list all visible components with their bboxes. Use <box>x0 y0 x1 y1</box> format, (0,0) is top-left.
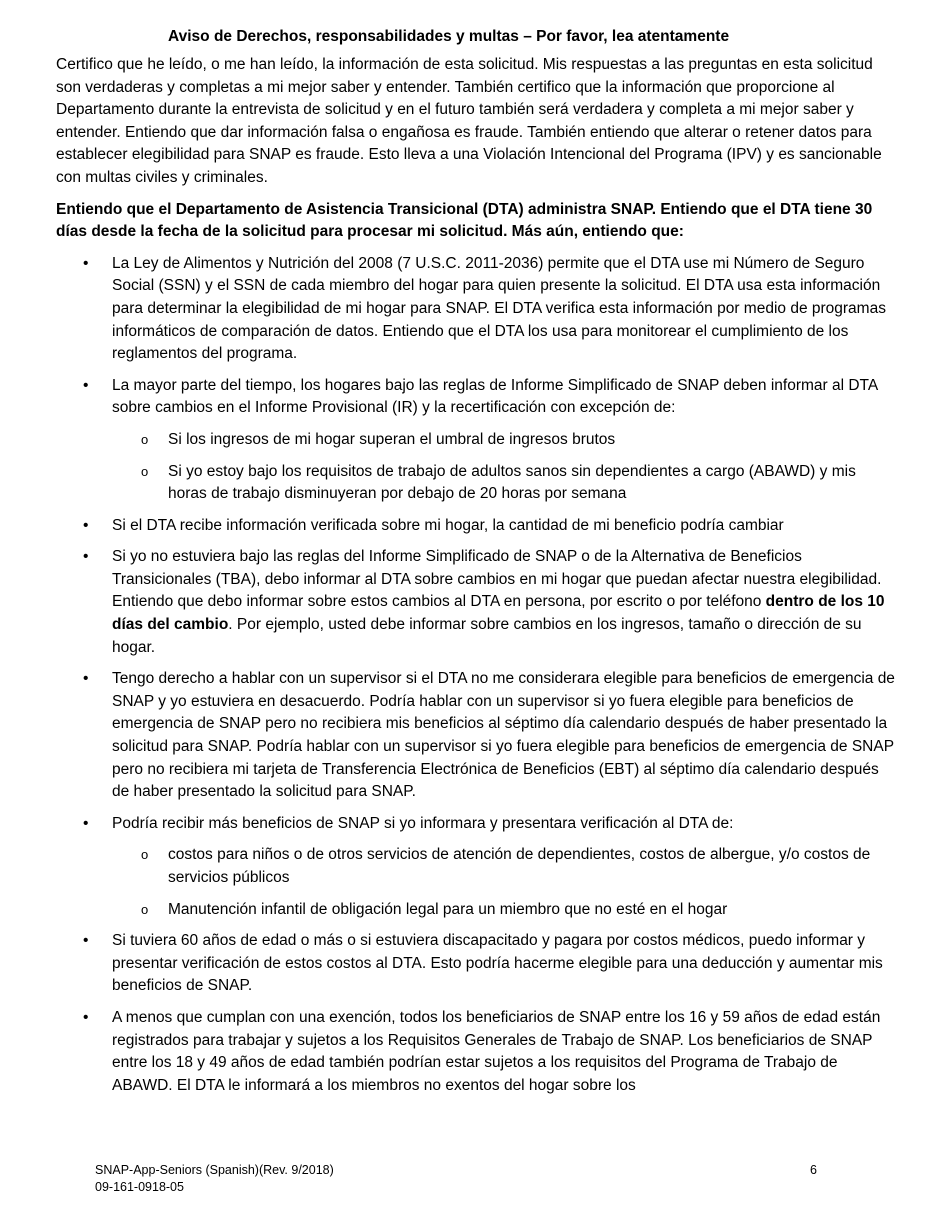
sub-list-item <box>112 429 896 452</box>
dta-statement: Entiendo que el Departamento de Asistencia Transicional (DTA) administra SNAP. Entiendo que el DTA tiene 30 días desde la fecha de la solicitud para procesar mi solicitud. Más aún, entiendo que: <box>56 200 873 241</box>
deadline-emphasis: dentro de los 10 días del cambio <box>112 593 885 634</box>
list-item-text-part: Si yo no estuviera bajo las reglas del Informe Simplificado de SNAP o de la Alternativa de Beneficios Transicionales (TBA), debo informar al DTA sobre cambios en mi hogar que puedan afectar nuestra elegibilidad. Entiendo que debo informar sobre estos cambios al DTA en persona, por escrito o por teléfono <box>112 548 882 611</box>
form-name: SNAP-App-Seniors (Spanish)(Rev. 9/2018) <box>95 1163 334 1177</box>
sub-list-item <box>112 844 896 889</box>
list-item <box>56 930 896 998</box>
bullet-icon: • <box>83 376 89 394</box>
form-code: 09-161-0918-05 <box>95 1180 184 1194</box>
sub-list-item-text: Manutención infantil de obligación legal para un miembro que no esté en el hogar <box>168 900 728 918</box>
list-item <box>56 253 896 366</box>
sub-list-item <box>112 461 896 506</box>
list-item <box>56 813 896 921</box>
sub-list <box>112 844 896 921</box>
list-item-text: La mayor parte del tiempo, los hogares bajo las reglas de Informe Simplificado de SNAP deben informar al DTA sobre cambios en el Informe Provisional (IR) y la recertificación con excepción de: <box>112 376 878 417</box>
list-item <box>56 546 896 659</box>
form-info <box>95 1162 334 1196</box>
sub-bullet-icon: o <box>141 847 149 863</box>
sub-list <box>112 429 896 506</box>
page-number: 6 <box>810 1163 817 1177</box>
list-item-text: Si tuviera 60 años de edad o más o si estuviera discapacitado y pagara por costos médicos, puedo informar y presentar verificación de estos costos al DTA. Esto podría hacerme elegible para una deducción y aumentar mis beneficios de SNAP. <box>112 932 883 995</box>
sub-list-item-text: Si yo estoy bajo los requisitos de trabajo de adultos sanos sin dependientes a cargo (ABAWD) y mis horas de trabajo disminuyeran por debajo de 20 horas por semana <box>168 462 856 503</box>
bullet-icon: • <box>83 814 89 832</box>
list-item-text: La Ley de Alimentos y Nutrición del 2008 (7 U.S.C. 2011-2036) permite que el DTA use mi Número de Seguro Social (SSN) y el SSN de cada miembro del hogar para quien presente la solicitud. El DTA usa esta información para determinar la elegibilidad de mi hogar para SNAP. El DTA verifica esta información por medio de programas informáticos de comparación de datos. Entiendo que el DTA los usa para monitorear el cumplimiento de los reglamentos del programa. <box>112 254 886 363</box>
list-item-text: Tengo derecho a hablar con un supervisor si el DTA no me considerara elegible para beneficios de emergencia de SNAP y yo estuviera en desacuerdo. Podría hablar con un supervisor si yo fuera elegible para beneficios de emergencia de SNAP pero no recibiera mis beneficios al séptimo día calendario después de haber presentado la solicitud para SNAP. Podría hablar con un supervisor si yo fuera elegible para beneficios de emergencia de SNAP pero no recibiera mi tarjeta de Transferencia Electrónica de Beneficios (EBT) al séptimo día calendario después de haber presentado la solicitud para SNAP. <box>112 670 895 801</box>
page-heading: Aviso de Derechos, responsabilidades y multas – Por favor, lea atentamente <box>168 28 730 45</box>
sub-bullet-icon: o <box>141 901 149 917</box>
bullet-icon: • <box>83 932 89 950</box>
bullet-icon: • <box>83 516 89 534</box>
sub-bullet-icon: o <box>141 463 149 479</box>
list-item-text <box>112 548 885 655</box>
list-item-text: Si el DTA recibe información verificada sobre mi hogar, la cantidad de mi beneficio podría cambiar <box>112 516 784 534</box>
list-item-text: Podría recibir más beneficios de SNAP si yo informara y presentara verificación al DTA de: <box>112 814 734 832</box>
document-page <box>56 26 896 1106</box>
list-item-text-part: . Por ejemplo, usted debe informar sobre cambios en los ingresos, tamaño o dirección de su hogar. <box>112 616 862 656</box>
bullet-icon: • <box>83 548 89 566</box>
list-item <box>56 668 896 804</box>
list-item <box>56 375 896 506</box>
bullet-icon: • <box>83 670 89 688</box>
bullet-icon: • <box>83 254 89 272</box>
certification-paragraph: Certifico que he leído, o me han leído, la información de esta solicitud. Mis respuestas a las preguntas en esta solicitud son verdaderas y completas a mi mejor saber y entender. También certifico que la información que proporcione al Departamento durante la entrevista de solicitud y en el futuro también será verdadera y completa a mi mejor saber y entender. Entiendo que dar información falsa o engañosa es fraude. También entiendo que alterar o retener datos para establecer elegibilidad para SNAP es fraude. Esto lleva a una Violación Intencional del Programa (IPV) y es sancionable con multas civiles y criminales. <box>56 56 882 186</box>
list-item-text: A menos que cumplan con una exención, todos los beneficiarios de SNAP entre los 16 y 59 años de edad están registrados para trabajar y sujetos a los Requisitos Generales de Trabajo de SNAP. Los beneficiarios de SNAP entre los 18 y 49 años de edad también podrían estar sujetos a los requisitos del Programa de Trabajo de ABAWD. El DTA le informará a los miembros no exentos del hogar sobre los <box>112 1008 881 1094</box>
bullet-icon: • <box>83 1008 89 1026</box>
rights-list <box>56 253 896 1098</box>
sub-list-item-text: costos para niños o de otros servicios de atención de dependientes, costos de albergue, y/o costos de servicios públicos <box>168 846 871 886</box>
list-item <box>56 515 896 538</box>
sub-bullet-icon: o <box>141 431 149 447</box>
list-item <box>56 1007 896 1097</box>
sub-list-item <box>112 899 896 922</box>
sub-list-item-text: Si los ingresos de mi hogar superan el umbral de ingresos brutos <box>168 430 616 448</box>
